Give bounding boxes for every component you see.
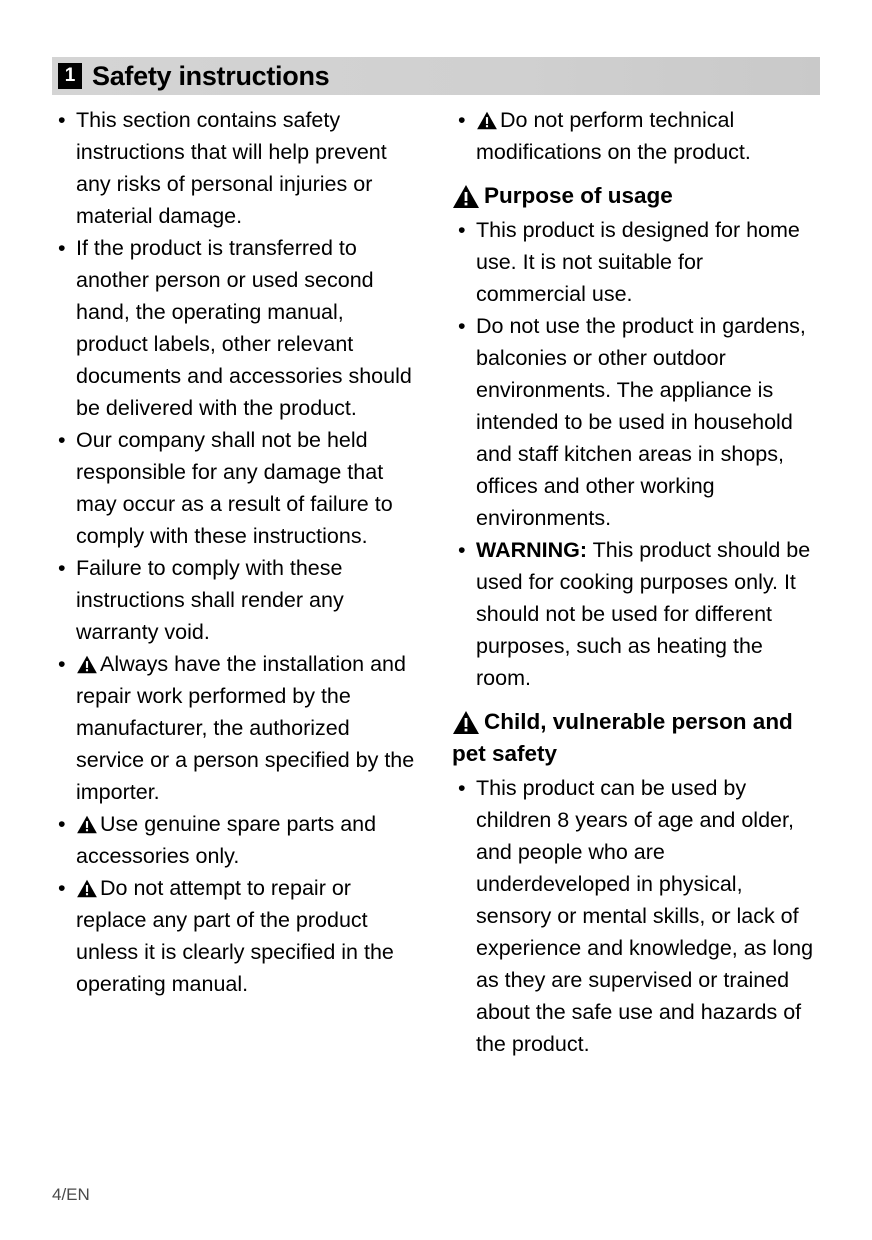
right-column-lead-list <box>452 104 818 168</box>
child-safety-heading-text: Child, vulnerable person and pet safety <box>452 709 793 766</box>
list-item-text: This section contains safety instructions that will help prevent any risks of personal injuries or material damage. <box>76 108 387 228</box>
bullet-icon: • <box>458 108 466 132</box>
bullet-icon: • <box>58 652 66 676</box>
list-item <box>452 772 818 1060</box>
page-number: 4/EN <box>52 1185 90 1204</box>
list-item-text: Use genuine spare parts and accessories only. <box>76 812 377 868</box>
left-column-list <box>52 104 418 1000</box>
section-title: Safety instructions <box>92 60 330 91</box>
warning-triangle-icon <box>76 879 98 898</box>
bullet-icon: • <box>58 812 66 836</box>
list-item <box>452 104 818 168</box>
child-safety-heading <box>452 704 818 770</box>
right-column <box>452 104 818 1060</box>
list-item-text: Do not perform technical modifications on the product. <box>476 108 751 164</box>
warning-triangle-icon <box>452 710 480 744</box>
bullet-icon: • <box>58 556 66 580</box>
section-number-badge: 1 <box>58 63 82 89</box>
bullet-icon: • <box>58 236 66 260</box>
left-column <box>52 104 418 1000</box>
list-item <box>452 310 818 534</box>
list-item <box>452 534 818 694</box>
list-item-text: Our company shall not be held responsible for any damage that may occur as a result of failure to comply with these instructions. <box>76 428 393 548</box>
list-item <box>452 214 818 310</box>
list-item-text: Failure to comply with these instructions shall render any warranty void. <box>76 556 344 644</box>
list-item <box>52 552 418 648</box>
warning-triangle-icon <box>452 184 480 218</box>
list-item-text: This product can be used by children 8 years of age and older, and people who are underdeveloped in physical, sensory or mental skills, or lack of experience and knowledge, as long as they are supervised or trained about the safe use and hazards of the product. <box>476 776 814 1056</box>
bullet-icon: • <box>58 108 66 132</box>
list-item-text: If the product is transferred to another person or used second hand, the operating manual, product labels, other relevant documents and accessories should be delivered with the product. <box>76 236 412 420</box>
list-item-text: This product is designed for home use. It is not suitable for commercial use. <box>476 218 800 306</box>
purpose-of-usage-heading <box>452 178 818 212</box>
section-header <box>52 57 820 95</box>
list-item <box>52 808 418 872</box>
list-item-text: This product should be used for cooking purposes only. It should not be used for different purposes, such as heating the room. <box>476 538 811 690</box>
list-item-bold-prefix: WARNING: <box>476 538 588 562</box>
bullet-icon: • <box>58 428 66 452</box>
warning-triangle-icon <box>76 655 98 674</box>
list-item <box>52 424 418 552</box>
list-item <box>52 872 418 1000</box>
list-item-text: Always have the installation and repair work performed by the manufacturer, the authorized service or a person specified by the importer. <box>76 652 415 804</box>
child-safety-list <box>452 772 818 1060</box>
list-item <box>52 648 418 808</box>
warning-triangle-icon <box>476 111 498 130</box>
purpose-of-usage-list <box>452 214 818 694</box>
list-item <box>52 104 418 232</box>
bullet-icon: • <box>458 218 466 242</box>
purpose-of-usage-heading-text: Purpose of usage <box>484 183 673 208</box>
list-item <box>52 232 418 424</box>
bullet-icon: • <box>458 538 466 562</box>
bullet-icon: • <box>458 776 466 800</box>
list-item-text: Do not attempt to repair or replace any part of the product unless it is clearly specified in the operating manual. <box>76 876 394 996</box>
list-item-text: Do not use the product in gardens, balconies or other outdoor environments. The appliance is intended to be used in household and staff kitchen areas in shops, offices and other working environments. <box>476 314 806 530</box>
bullet-icon: • <box>458 314 466 338</box>
warning-triangle-icon <box>76 815 98 834</box>
bullet-icon: • <box>58 876 66 900</box>
